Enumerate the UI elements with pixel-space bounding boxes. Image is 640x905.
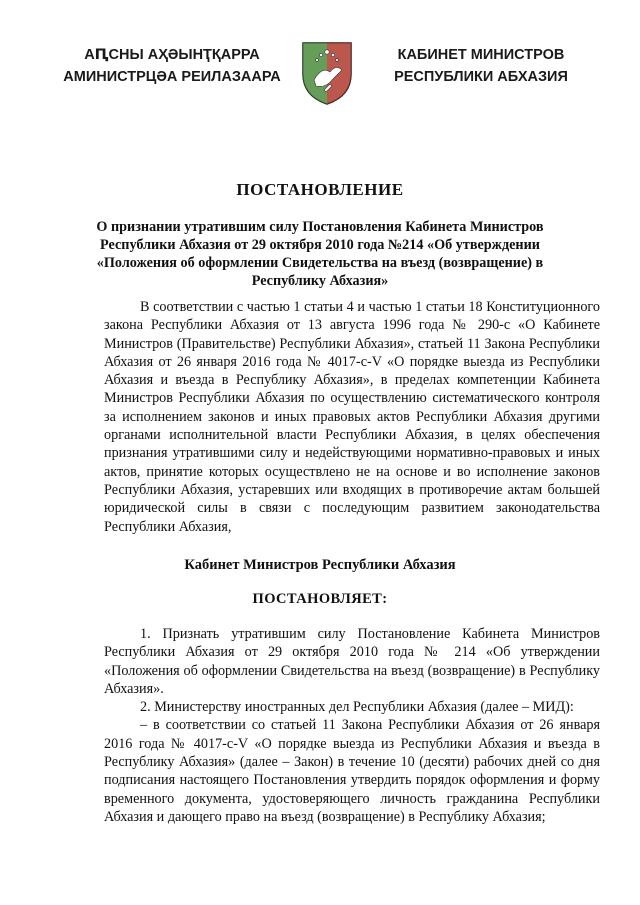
preamble-paragraph: В соответствии с частью 1 статьи 4 и частью 1 статьи 18 Конституционного закона Республики Абхазия от 13 августа 1996 года № 290-с «О Кабинете Министров (Правительстве) Республики Абхазия», статьей 11 Закона Республики Абхазия от 26 января 2016 года № 4017-с-V «О порядке выезда из Республики Абхазия и въезда в Республику Абхазия», в пределах компетенции Кабинета Министров Республики Абхазия по осуществлению систематического контроля за исполнением законов и иных правовых актов Республики Абхазия другими органами исполнительной власти Республики Абхазия, в целях обеспечения признания утратившими силу и недействующими нормативно-правовых и иных актов, принятие которых осуществлено не на основе и во исполнение законов Республики Абхазия, устаревших или входящих в противоречие актам большей юридической силы в связи с последующим развитием законодательства Республики Абхазия,: [104, 299, 600, 535]
document-subtitle: О признании утратившим силу Постановления Кабинета Министров Республики Абхазия от 29 октября 2010 года №214 «Об утверждении «Положения об оформлении Свидетельства на въезд (возвращение) в Республику Абхазия»: [96, 219, 544, 289]
header-abkhaz-title: [52, 44, 292, 88]
decree-item-2-sub: – в соответствии со статьей 11 Закона Республики Абхазия от 26 января 2016 года № 4017-с-V «О порядке выезда из Республики Абхазия и въезда в Республику Абхазия» (далее – Закон) в течение 10 (десяти) рабочих дней со дня подписания настоящего Постановления утвердить порядок оформления и форму временного документа, удостоверяющего личность гражданина Республики Абхазия и дающего право на въезд (возвращение) в Республику Абхазия;: [104, 717, 600, 825]
header-left-line-2: АМИНИСТРЦӘА РЕИЛАЗААРА: [63, 69, 281, 85]
decree-item-2: 2. Министерству иностранных дел Республики Абхазия (далее – МИД):: [140, 699, 574, 716]
header-right-line-2: РЕСПУБЛИКИ АБХАЗИЯ: [394, 69, 568, 85]
decree-item-1: 1. Признать утратившим силу Постановление Кабинета Министров Республики Абхазия от 29 октября 2010 года № 214 «Об утверждении «Положения об оформлении Свидетельства на въезд (возвращение) в Республику Абхазия».: [104, 626, 600, 697]
coat-of-arms-icon: [300, 40, 354, 106]
header-left-line-1: АԤСНЫ АҲӘЫНҬҚАРРА: [84, 47, 260, 63]
document-title: ПОСТАНОВЛЕНИЕ: [236, 180, 404, 199]
preamble: [104, 298, 600, 536]
cabinet-heading: Кабинет Министров Республики Абхазия: [184, 557, 456, 573]
header-right-line-1: КАБИНЕТ МИНИСТРОВ: [397, 47, 565, 63]
decree-items: [104, 625, 600, 826]
decrees-heading: ПОСТАНОВЛЯЕТ:: [252, 591, 388, 607]
header-russian-title: [366, 44, 596, 88]
